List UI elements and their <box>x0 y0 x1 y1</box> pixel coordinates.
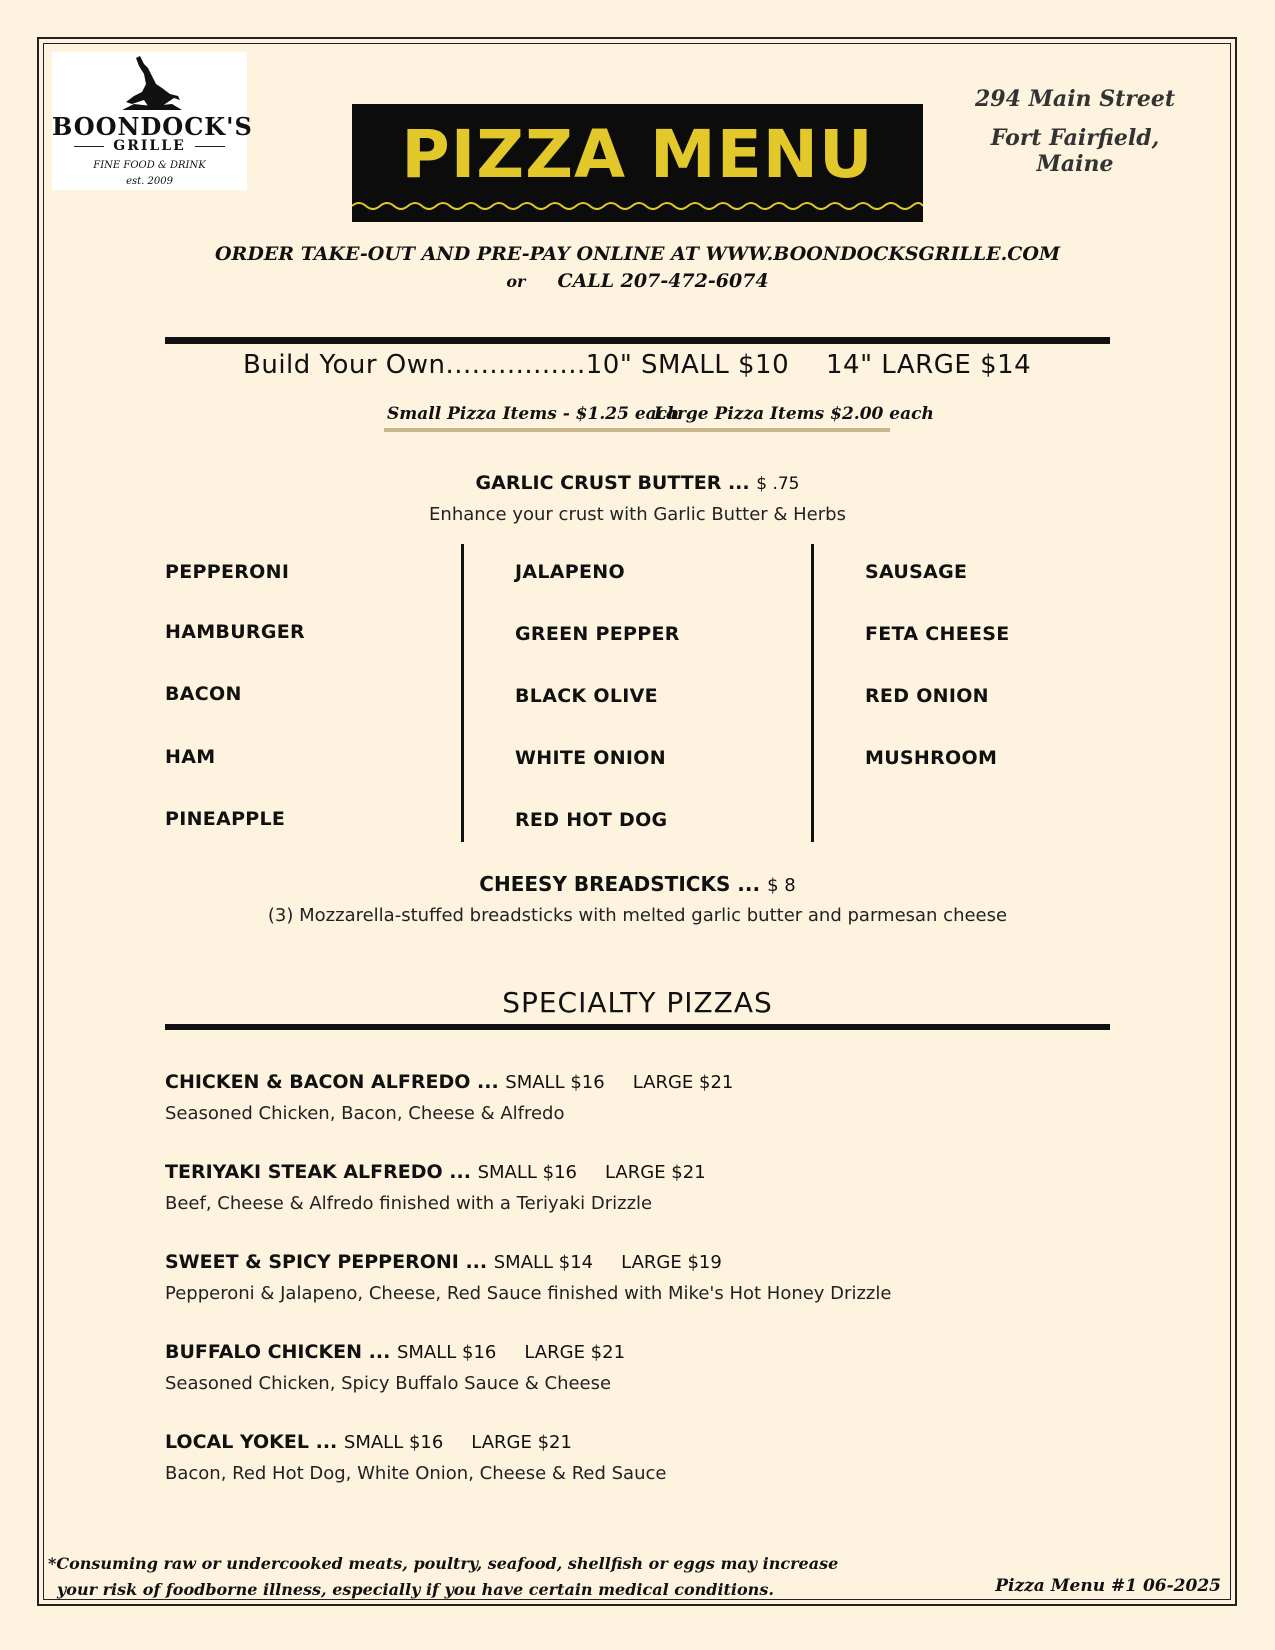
topping-item: BACON <box>165 683 242 705</box>
toppings-divider-2 <box>811 544 814 842</box>
breadsticks-sep: ... <box>730 872 768 896</box>
title-wave-decoration <box>352 200 923 212</box>
specialty-pizza-small: SMALL $16 <box>505 1072 605 1093</box>
garlic-crust-desc: Enhance your crust with Garlic Butter & Herbs <box>429 504 846 525</box>
specialty-pizza-row: SWEET & SPICY PEPPERONI ... SMALL $14 LARGE $19 <box>165 1251 722 1273</box>
garlic-crust-price: $ .75 <box>756 474 800 494</box>
order-or: or <box>506 272 526 291</box>
specialty-pizza-name: LOCAL YOKEL <box>165 1431 309 1453</box>
breadsticks-line <box>0 872 1275 896</box>
logo-sub: GRILLE <box>113 138 186 154</box>
address-city: Fort Fairfield, Maine <box>990 125 1160 177</box>
logo-name: BOONDOCK'S <box>52 112 253 141</box>
order-call-line <box>0 270 1275 292</box>
items-price-underline <box>384 428 890 432</box>
topping-item: GREEN PEPPER <box>515 623 680 645</box>
garlic-crust-name: GARLIC CRUST BUTTER <box>475 472 722 494</box>
garlic-crust-line <box>0 472 1275 494</box>
topping-item: RED ONION <box>865 685 989 707</box>
specialty-pizza-row: LOCAL YOKEL ... SMALL $16 LARGE $21 <box>165 1431 572 1453</box>
specialty-pizza-large: LARGE $19 <box>621 1252 722 1273</box>
toppings-divider-1 <box>461 544 464 842</box>
garlic-crust-sep: ... <box>721 472 757 494</box>
specialty-pizza-row: CHICKEN & BACON ALFREDO ... SMALL $16 LARGE $21 <box>165 1071 734 1093</box>
specialty-pizza-row: BUFFALO CHICKEN ... SMALL $16 LARGE $21 <box>165 1341 626 1363</box>
topping-item: HAM <box>165 746 216 768</box>
divider-specialty <box>165 1024 1110 1030</box>
build-your-own-large: 14" LARGE $14 <box>826 350 1032 380</box>
topping-item: SAUSAGE <box>865 561 968 583</box>
specialty-pizza-row: TERIYAKI STEAK ALFREDO ... SMALL $16 LARGE $21 <box>165 1161 706 1183</box>
topping-item: FETA CHEESE <box>865 623 1010 645</box>
specialty-pizza-small: SMALL $16 <box>477 1162 577 1183</box>
restaurant-logo <box>52 52 253 190</box>
food-safety-warning-line2: your risk of foodborne illness, especially if you have certain medical conditions. <box>57 1580 774 1599</box>
specialty-pizza-desc: Beef, Cheese & Alfredo finished with a Teriyaki Drizzle <box>165 1193 653 1214</box>
topping-item: RED HOT DOG <box>515 809 668 831</box>
specialty-pizza-large: LARGE $21 <box>471 1432 572 1453</box>
topping-item: MUSHROOM <box>865 747 998 769</box>
order-phone: CALL 207-472-6074 <box>557 270 769 292</box>
order-online-text: ORDER TAKE-OUT AND PRE-PAY ONLINE AT WWW.BOONDOCKSGRILLE.COM <box>215 243 1060 265</box>
specialty-pizza-name: SWEET & SPICY PEPPERONI <box>165 1251 459 1273</box>
small-items-price: Small Pizza Items - $1.25 each <box>387 404 680 424</box>
topping-item: PEPPERONI <box>165 561 290 583</box>
breadsticks-desc: (3) Mozzarella-stuffed breadsticks with melted garlic butter and parmesan cheese <box>267 905 1008 926</box>
menu-title: PIZZA MENU <box>401 116 874 193</box>
specialty-pizza-desc: Seasoned Chicken, Spicy Buffalo Sauce & Cheese <box>165 1373 612 1394</box>
breadsticks-price: $ 8 <box>767 875 796 896</box>
logo-rule-right <box>195 146 225 147</box>
specialty-pizza-large: LARGE $21 <box>604 1162 706 1183</box>
specialty-pizza-large: LARGE $21 <box>524 1342 626 1363</box>
specialty-pizza-small: SMALL $14 <box>493 1252 594 1273</box>
logo-est: est. 2009 <box>126 176 173 187</box>
topping-item: JALAPENO <box>515 561 625 583</box>
specialty-pizza-name: CHICKEN & BACON ALFREDO <box>165 1071 471 1093</box>
address-street: 294 Main Street <box>975 86 1175 112</box>
specialty-pizza-small: SMALL $16 <box>343 1432 444 1453</box>
logo-tagline: FINE FOOD & DRINK <box>93 160 206 171</box>
topping-item: HAMBURGER <box>165 621 305 643</box>
specialty-pizza-desc: Seasoned Chicken, Bacon, Cheese & Alfredo <box>165 1103 565 1124</box>
build-your-own-small: Build Your Own................10" SMALL $10 <box>243 350 790 380</box>
breadsticks-name: CHEESY BREADSTICKS <box>479 872 731 896</box>
topping-item: WHITE ONION <box>515 747 666 769</box>
food-safety-warning-line1: *Consuming raw or undercooked meats, poultry, seafood, shellfish or eggs may increase <box>48 1554 839 1573</box>
topping-item: BLACK OLIVE <box>515 685 658 707</box>
specialty-pizza-desc: Pepperoni & Jalapeno, Cheese, Red Sauce finished with Mike's Hot Honey Drizzle <box>165 1283 892 1304</box>
specialty-pizza-desc: Bacon, Red Hot Dog, White Onion, Cheese & Red Sauce <box>165 1463 667 1484</box>
specialty-pizza-name: BUFFALO CHICKEN <box>165 1341 363 1363</box>
topping-item: PINEAPPLE <box>165 808 286 830</box>
divider-top <box>165 337 1110 344</box>
menu-version: Pizza Menu #1 06-2025 <box>995 1576 1221 1596</box>
specialty-pizza-name: TERIYAKI STEAK ALFREDO <box>165 1161 443 1183</box>
menu-title-banner <box>352 104 923 222</box>
specialty-pizza-large: LARGE $21 <box>632 1072 734 1093</box>
large-items-price: Large Pizza Items $2.00 each <box>654 404 934 424</box>
specialty-title: SPECIALTY PIZZAS <box>502 986 773 1019</box>
specialty-pizza-small: SMALL $16 <box>396 1342 497 1363</box>
wolf-icon <box>122 54 182 112</box>
